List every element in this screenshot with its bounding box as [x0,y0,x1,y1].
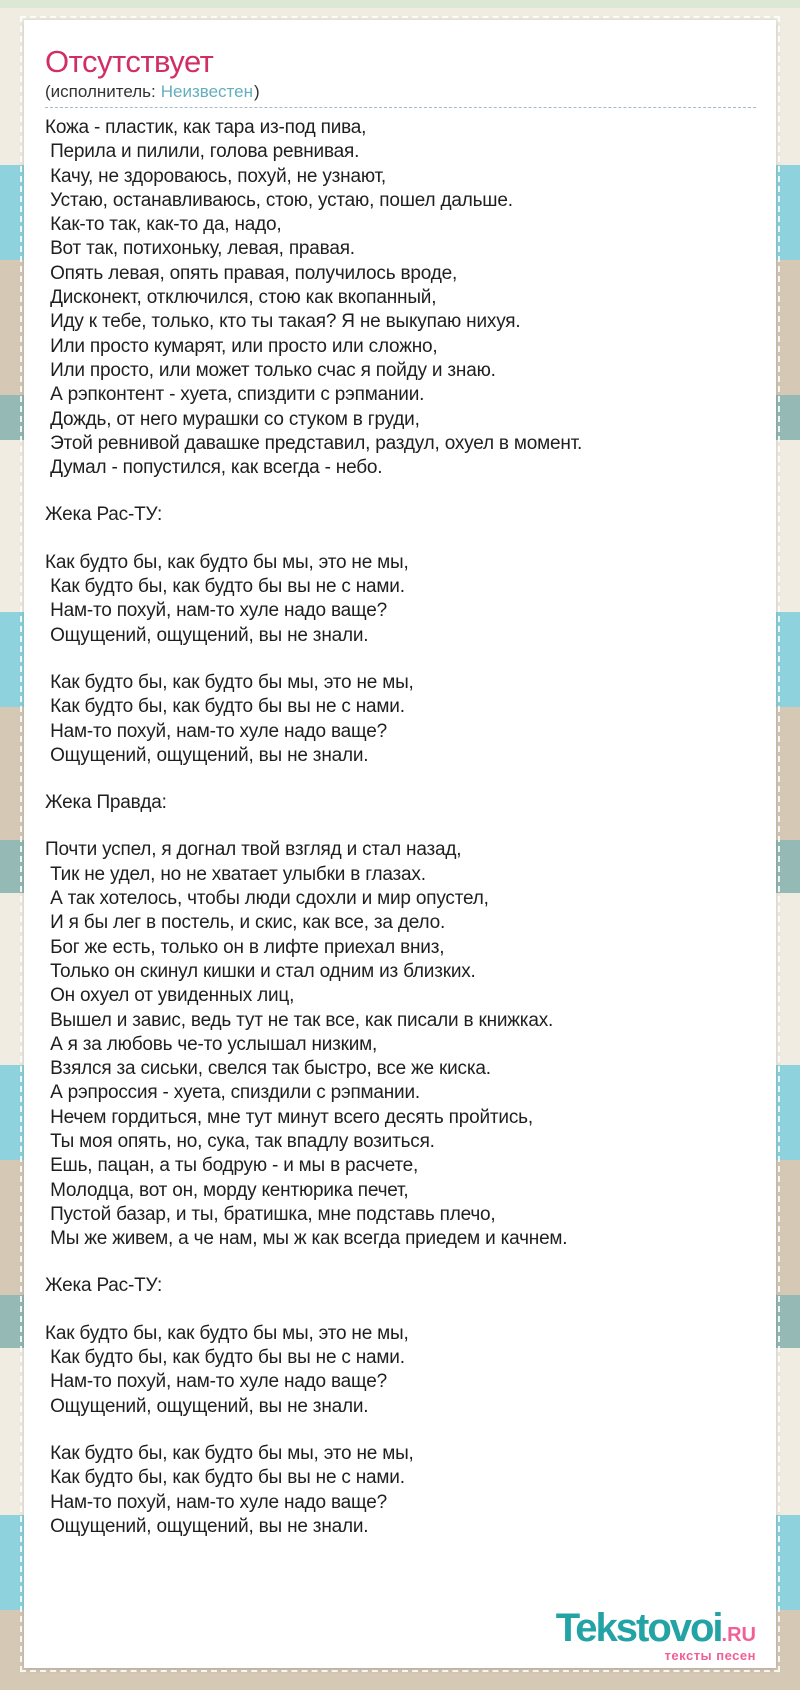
lyric-line: А я за любовь че-то услышал низким, [45,1033,378,1055]
lyric-line: Ты моя опять, но, сука, так впадлу возиться. [45,1130,435,1152]
lyric-line: Мы же живем, а че нам, мы ж как всегда приедем и качнем. [45,1228,568,1250]
lyric-line: Как будто бы, как будто бы вы не с нами. [45,1467,405,1489]
lyric-line: Тик не удел, но не хватает улыбки в глазах. [45,863,426,885]
lyric-line: Жека Рас-ТУ: [45,1275,163,1297]
lyric-line: Вышел и завис, ведь тут не так все, как писали в книжках. [45,1009,554,1031]
lyric-line: Ощущений, ощущений, вы не знали. [45,1515,369,1537]
artist-line [45,82,756,108]
lyric-line: Ощущений, ощущений, вы не знали. [45,744,369,766]
lyric-line: Как будто бы, как будто бы мы, это не мы, [45,671,414,693]
site-logo-domain: .RU [721,1624,756,1646]
lyrics-block [45,838,756,1251]
lyric-line: Как будто бы, как будто бы мы, это не мы, [45,551,409,573]
lyric-line: Кожа - пластик, как тара из-под пива, [45,117,367,138]
lyric-line: Как-то так, как-то да, надо, [45,214,282,236]
lyric-line: А рэпроссия - хуета, спиздили с рэпмании. [45,1082,420,1104]
lyric-line: Нам-то похуй, нам-то хуле надо ваще? [45,720,387,742]
lyrics-card [24,20,776,1668]
lyric-line: Иду к тебе, только, кто ты такая? Я не выкупаю нихуя. [45,311,521,333]
lyric-line: Устаю, останавливаюсь, стою, устаю, пошел дальше. [45,189,513,211]
lyric-line: А так хотелось, чтобы люди сдохли и мир опустел, [45,888,489,910]
site-logo-tagline: тексты песен [664,1648,756,1663]
lyric-line: Как будто бы, как будто бы вы не с нами. [45,696,405,718]
lyric-line: Как будто бы, как будто бы вы не с нами. [45,576,405,598]
artist-suffix: ) [254,82,260,101]
song-title: Отсутствует [45,44,214,79]
lyric-line: Как будто бы, как будто бы мы, это не мы, [45,1442,414,1464]
lyric-line: Дисконект, отключился, стою как вкопанный, [45,287,437,309]
lyric-line: Почти успел, я догнал твой взгляд и стал назад, [45,839,462,861]
lyric-line: Нам-то похуй, нам-то хуле надо ваще? [45,600,387,622]
lyric-line: Думал - попустился, как всегда - небо. [45,457,383,479]
lyrics-block [45,551,756,648]
lyrics-block [45,671,756,768]
lyrics-block [45,1322,756,1419]
lyric-line: И я бы лег в постель, и скис, как все, за дело. [45,912,446,934]
lyric-line: Как будто бы, как будто бы мы, это не мы, [45,1322,409,1344]
lyric-line: Ешь, пацан, а ты бодрую - и мы в расчете, [45,1155,419,1177]
lyric-line: Бог же есть, только он в лифте приехал вниз, [45,936,445,958]
lyric-line: Жека Правда: [45,792,167,814]
site-logo[interactable] [556,1608,756,1662]
lyric-line: Нечем гордиться, мне тут минут всего десять пройтись, [45,1106,533,1128]
site-logo-name: Tekstovoi [555,1606,722,1650]
lyric-line: Жека Рас-ТУ: [45,504,163,526]
lyric-line: Только он скинул кишки и стал одним из близких. [45,960,476,982]
lyric-line: Ощущений, ощущений, вы не знали. [45,1395,369,1417]
lyric-line: Как будто бы, как будто бы вы не с нами. [45,1347,405,1369]
lyric-line: Или просто, или может только счас я пойду и знаю. [45,359,496,381]
lyric-line: Или просто кумарят, или просто или сложно, [45,335,438,357]
lyric-line: Этой ревнивой давашке представил, раздул, охуел в момент. [45,432,583,454]
lyric-line: Опять левая, опять правая, получилось вроде, [45,262,458,284]
lyric-line: Нам-то похуй, нам-то хуле надо ваще? [45,1371,387,1393]
section-heading [45,791,756,815]
lyric-line: Перила и пилили, голова ревнивая. [45,141,360,163]
lyric-line: Ощущений, ощущений, вы не знали. [45,624,369,646]
lyric-line: Молодца, вот он, морду кентюрика печет, [45,1179,409,1201]
lyric-line: Вот так, потихоньку, левая, правая. [45,238,355,260]
section-heading [45,1274,756,1298]
lyric-line: Нам-то похуй, нам-то хуле надо ваще? [45,1491,387,1513]
lyric-line: Пустой базар, и ты, братишка, мне подставь плечо, [45,1203,496,1225]
lyrics-block [45,116,756,480]
lyric-line: Качу, не здороваюсь, похуй, не узнают, [45,165,386,187]
artist-prefix: (исполнитель: [45,82,156,101]
section-heading [45,503,756,527]
lyrics-text [45,116,756,1539]
lyric-line: Он охуел от увиденных лиц, [45,985,295,1007]
lyric-line: Дождь, от него мурашки со стуком в груди, [45,408,420,430]
lyrics-block [45,1442,756,1539]
lyric-line: Взялся за сиськи, свелся так быстро, все же киска. [45,1058,491,1080]
artist-link[interactable]: Неизвестен [160,82,253,101]
lyric-line: А рэпконтент - хуета, спиздити с рэпмании. [45,384,425,406]
